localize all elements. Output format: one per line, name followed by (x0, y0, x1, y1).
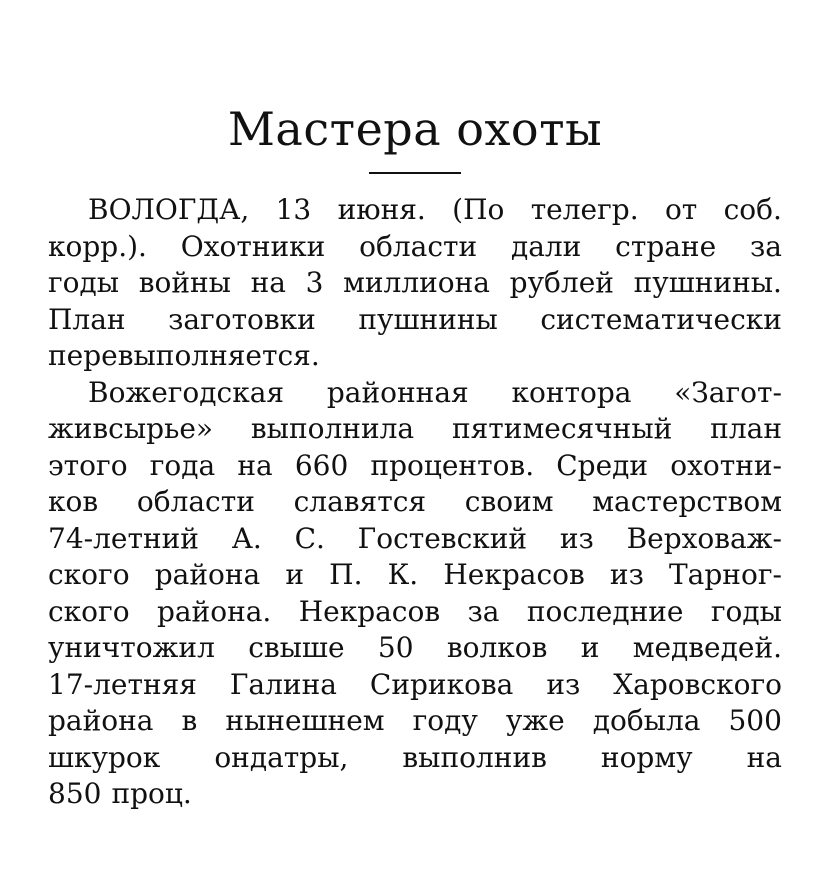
word: телегр. (530, 193, 639, 226)
word: ского (48, 594, 130, 628)
word: Харовского (613, 667, 782, 701)
word: Некрасов (443, 558, 585, 591)
word: Некрасов (298, 594, 441, 628)
word: заготовки (168, 302, 316, 336)
word: Тарног- (669, 558, 782, 591)
word: районная (326, 375, 469, 409)
text-line (48, 776, 782, 813)
word: шкурок (48, 740, 161, 774)
word: стране (615, 229, 717, 263)
text-line (48, 265, 782, 302)
text-line (48, 630, 782, 667)
word: из (559, 521, 594, 555)
word: 13 (275, 193, 312, 226)
word: и (285, 558, 305, 591)
word: дали (510, 229, 582, 263)
word: систематически (540, 302, 782, 336)
word: медведей. (632, 631, 782, 664)
word: процентов. (370, 448, 535, 482)
word: войны (138, 266, 231, 299)
word: пушнины. (633, 266, 782, 299)
word: мастерством (592, 485, 782, 518)
word: годы (48, 266, 120, 299)
word: уже (505, 704, 565, 737)
word: соб. (723, 193, 782, 226)
word: этого (48, 448, 128, 482)
text-line (48, 411, 782, 448)
word: района (48, 704, 154, 737)
word: за (749, 229, 782, 263)
word: корр.). (48, 229, 147, 263)
word: К. (387, 558, 419, 591)
word: охотни- (670, 448, 782, 482)
word: план (710, 412, 782, 445)
word: Охотники (180, 229, 326, 263)
word: перевыполняется. (48, 339, 320, 372)
word: (По (452, 193, 505, 226)
word: живсырье» (48, 412, 214, 445)
word: уничтожил (48, 631, 215, 664)
word: за (467, 594, 500, 628)
word: в (181, 704, 198, 737)
word: добыла (592, 704, 701, 737)
word: норму (600, 740, 693, 774)
word: проц. (111, 777, 192, 810)
word: ондатры, (214, 740, 349, 774)
headline-rule (369, 172, 461, 174)
word: Среди (556, 448, 649, 482)
word: выполнила (250, 412, 415, 445)
word: рублей (509, 266, 614, 299)
word: ВОЛОГДА, (88, 193, 250, 226)
word: на (237, 448, 273, 482)
article (48, 100, 782, 813)
word: области (359, 229, 478, 263)
word: на (746, 740, 782, 774)
word: 50 (377, 631, 414, 664)
word: района (154, 558, 261, 591)
word: 74-летний (48, 521, 199, 555)
word: 3 (305, 266, 324, 299)
text-line (48, 375, 782, 412)
headline: Мастера охоты (227, 102, 603, 156)
word: Гостевский (357, 521, 528, 555)
text-line (48, 484, 782, 521)
word: 17-летняя (48, 667, 197, 701)
word: миллиона (343, 266, 490, 299)
word: славятся (293, 485, 427, 518)
word: из (609, 558, 644, 591)
text-line (48, 667, 782, 704)
word: С. (294, 521, 325, 555)
word: выполнив (402, 740, 547, 774)
word: ского (48, 558, 130, 591)
word: План (48, 302, 126, 336)
text-line (48, 448, 782, 485)
word: Сирикова (369, 667, 514, 701)
word: ков (48, 485, 99, 518)
word: и (580, 631, 600, 664)
word: 850 (48, 777, 102, 810)
word: нынешнем (225, 704, 385, 737)
text-line (48, 521, 782, 558)
word: П. (329, 558, 363, 591)
word: годы (710, 594, 782, 628)
word: Вожегодская (88, 375, 285, 409)
word: области (136, 485, 255, 518)
word: района. (156, 594, 272, 628)
word: последние (526, 594, 684, 628)
word: пятимесячный (451, 412, 673, 445)
word: своим (464, 485, 554, 518)
word: 500 (728, 704, 782, 737)
text-line (48, 557, 782, 594)
word: пушнины (358, 302, 498, 336)
text-line (48, 229, 782, 266)
word: года (149, 448, 216, 482)
text-line (48, 338, 782, 375)
word: июня. (337, 193, 426, 226)
word: А. (231, 521, 262, 555)
word: «Загот- (674, 375, 782, 409)
word: от (664, 193, 698, 226)
word: году (412, 704, 478, 737)
article-body (48, 192, 782, 813)
word: на (250, 266, 286, 299)
text-line (48, 192, 782, 229)
text-line (48, 594, 782, 631)
word: контора (511, 375, 632, 409)
word: волков (446, 631, 548, 664)
word: свыше (248, 631, 345, 664)
word: Верховаж- (626, 521, 782, 555)
word: 660 (294, 448, 349, 482)
text-line (48, 703, 782, 740)
text-line (48, 302, 782, 339)
text-line (48, 740, 782, 777)
word: из (546, 667, 581, 701)
word: Галина (229, 667, 337, 701)
